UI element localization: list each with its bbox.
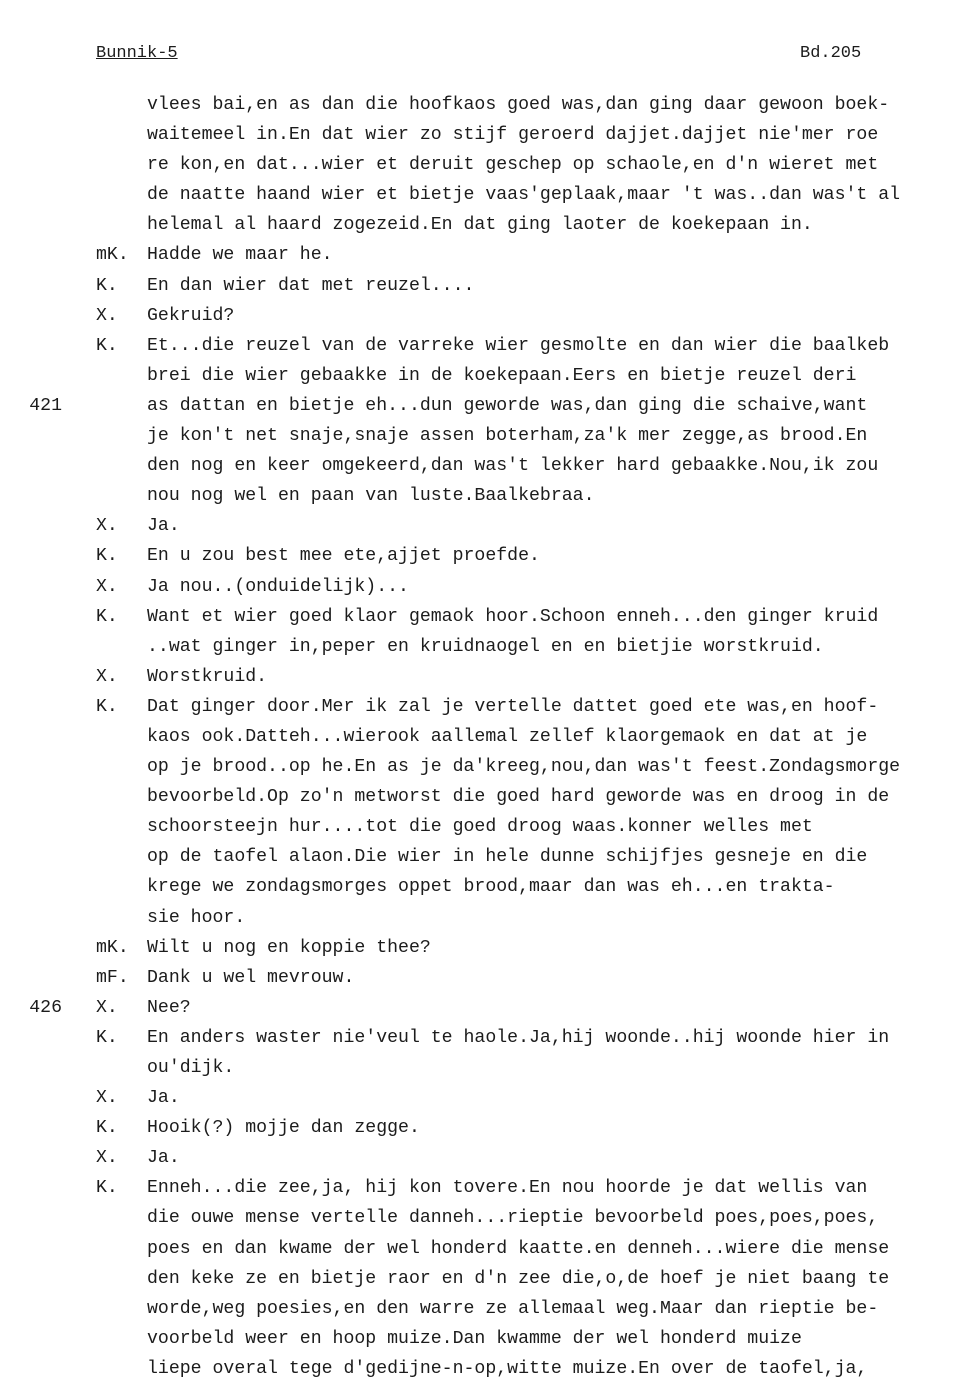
transcript-line <box>0 662 979 692</box>
page-header-right: Bd.205 <box>800 44 862 63</box>
page-header-left: Bunnik-5 <box>96 44 178 63</box>
transcript-line <box>0 120 979 150</box>
line-text: as dattan en bietje eh...dun geworde was,dan ging die schaive,want <box>147 395 868 416</box>
transcript-line <box>0 752 979 782</box>
line-text: kaos ook.Datteh...wierook aallemal zellef klaorgemaok en dat at je <box>147 726 868 747</box>
line-text: Et...die reuzel van de varreke wier gesmolte en dan wier die baalkeb <box>147 335 890 356</box>
transcript-line <box>0 1023 979 1053</box>
line-text: den keke ze en bietje raor en d'n zee die,o,de hoef je niet baang te <box>147 1268 890 1289</box>
line-number: 426 <box>29 997 62 1018</box>
line-text: re kon,en dat...wier et deruit geschep op schaole,en d'n wieret met <box>147 155 879 176</box>
transcript-line <box>0 240 979 270</box>
line-text: je kon't net snaje,snaje assen boterham,za'k mer zegge,as brood.En <box>147 426 868 447</box>
transcript-line <box>0 993 979 1023</box>
transcript-line <box>0 301 979 331</box>
transcript-line <box>0 572 979 602</box>
transcript-line <box>0 1234 979 1264</box>
line-text: Worstkruid. <box>147 666 268 687</box>
line-text: En u zou best mee ete,ajjet proefde. <box>147 546 540 567</box>
transcript-line <box>0 1113 979 1143</box>
speaker-label: K. <box>96 1178 118 1199</box>
line-text: op de taofel alaon.Die wier in hele dunne schijfjes gesneje en die <box>147 847 868 868</box>
line-text: Gekruid? <box>147 305 235 326</box>
line-text: Wilt u nog en koppie thee? <box>147 937 431 958</box>
transcript-line <box>0 511 979 541</box>
speaker-label: K. <box>96 1027 118 1048</box>
speaker-label: X. <box>96 1148 118 1169</box>
transcript-line <box>0 150 979 180</box>
speaker-label: X. <box>96 1088 118 1109</box>
speaker-label: X. <box>96 576 118 597</box>
line-text: voorbeld weer en hoop muize.Dan kwamme der wel honderd muize <box>147 1328 802 1349</box>
transcript-line <box>0 1053 979 1083</box>
line-text: schoorsteejn hur....tot die goed droog waas.konner welles met <box>147 817 813 838</box>
transcript-line <box>0 632 979 662</box>
line-text: den nog en keer omgekeerd,dan was't lekker hard gebaakke.Nou,ik zou <box>147 456 879 477</box>
speaker-label: mF. <box>96 967 129 988</box>
line-text: die ouwe mense vertelle danneh...rieptie bevoorbeld poes,poes,poes, <box>147 1208 879 1229</box>
transcript-line <box>0 180 979 210</box>
speaker-label: X. <box>96 516 118 537</box>
line-text: Ja. <box>147 516 180 537</box>
transcript-line <box>0 1083 979 1113</box>
line-text: Hooik(?) mojje dan zegge. <box>147 1118 420 1139</box>
line-text: ou'dijk. <box>147 1058 235 1078</box>
line-text: ..wat ginger in,peper en kruidnaogel en en bietjie worstkruid. <box>147 636 824 657</box>
transcript-line <box>0 451 979 481</box>
speaker-label: K. <box>96 606 118 627</box>
transcript-line <box>0 1203 979 1233</box>
line-text: brei die wier gebaakke in de koekepaan.Eers en bietje reuzel deri <box>147 365 857 386</box>
transcript-line <box>0 933 979 963</box>
transcript-line <box>0 1264 979 1294</box>
line-text: Dat ginger door.Mer ik zal je vertelle dattet goed ete was,en hoof- <box>147 696 879 717</box>
speaker-label: K. <box>96 696 118 717</box>
line-text: Ja. <box>147 1148 180 1169</box>
transcript-line <box>0 722 979 752</box>
speaker-label: X. <box>96 666 118 687</box>
line-text: worde,weg poesies,en den warre ze allemaal weg.Maar dan rieptie be- <box>147 1298 879 1319</box>
transcript-line <box>0 872 979 902</box>
transcript-line <box>0 692 979 722</box>
transcript-line <box>0 271 979 301</box>
transcript-line <box>0 90 979 120</box>
line-number: 421 <box>29 395 62 416</box>
transcript-line <box>0 541 979 571</box>
speaker-label: mK. <box>96 245 129 266</box>
transcript-line <box>0 1173 979 1203</box>
transcript-line <box>0 210 979 240</box>
line-text: Want et wier goed klaor gemaok hoor.Schoon enneh...den ginger kruid <box>147 606 879 627</box>
transcript-line <box>0 963 979 993</box>
line-text: En anders waster nie'veul te haole.Ja,hij woonde..hij woonde hier in <box>147 1027 890 1048</box>
line-text: op je brood..op he.En as je da'kreeg,nou,dan was't feest.Zondagsmorge <box>147 757 901 778</box>
transcript-line <box>0 782 979 812</box>
line-text: poes en dan kwame der wel honderd kaatte.en denneh...wiere die mense <box>147 1238 890 1259</box>
line-text: nou nog wel en paan van luste.Baalkebraa. <box>147 486 595 507</box>
transcript-line <box>0 361 979 391</box>
speaker-label: X. <box>96 997 118 1018</box>
transcript-line <box>0 421 979 451</box>
line-text: Hadde we maar he. <box>147 245 333 266</box>
transcript-line <box>0 331 979 361</box>
speaker-label: K. <box>96 546 118 567</box>
line-text: Ja nou..(onduidelijk)... <box>147 576 409 597</box>
line-text: vlees bai,en as dan die hoofkaos goed was,dan ging daar gewoon boek- <box>147 95 890 115</box>
line-text: sie hoor. <box>147 907 246 928</box>
transcript-line <box>0 1324 979 1354</box>
transcript-line <box>0 391 979 421</box>
transcript-line <box>0 903 979 933</box>
transcript-line <box>0 602 979 632</box>
transcript-line <box>0 1354 979 1384</box>
transcript-line <box>0 812 979 842</box>
line-text: Nee? <box>147 997 191 1018</box>
transcript-body <box>0 90 979 1384</box>
speaker-label: K. <box>96 1118 118 1139</box>
transcript-line <box>0 1143 979 1173</box>
line-text: helemal al haard zogezeid.En dat ging laoter de koekepaan in. <box>147 215 813 236</box>
speaker-label: mK. <box>96 937 129 958</box>
line-text: En dan wier dat met reuzel.... <box>147 275 475 296</box>
line-text: krege we zondagsmorges oppet brood,maar dan was eh...en trakta- <box>147 877 835 898</box>
line-text: bevoorbeld.Op zo'n metworst die goed hard geworde was en droog in de <box>147 787 890 808</box>
line-text: Ja. <box>147 1088 180 1109</box>
line-text: Enneh...die zee,ja, hij kon tovere.En nou hoorde je dat wellis van <box>147 1178 868 1199</box>
line-text: de naatte haand wier et bietje vaas'geplaak,maar 't was..dan was't al <box>147 185 901 206</box>
speaker-label: K. <box>96 335 118 356</box>
line-text: liepe overal tege d'gedijne-n-op,witte muize.En over de taofel,ja, <box>147 1358 868 1379</box>
transcript-line <box>0 1294 979 1324</box>
line-text: waitemeel in.En dat wier zo stijf geroerd dajjet.dajjet nie'mer roe <box>147 125 879 146</box>
line-text: Dank u wel mevrouw. <box>147 967 355 988</box>
transcript-line <box>0 842 979 872</box>
speaker-label: K. <box>96 275 118 296</box>
transcript-line <box>0 481 979 511</box>
speaker-label: X. <box>96 305 118 326</box>
